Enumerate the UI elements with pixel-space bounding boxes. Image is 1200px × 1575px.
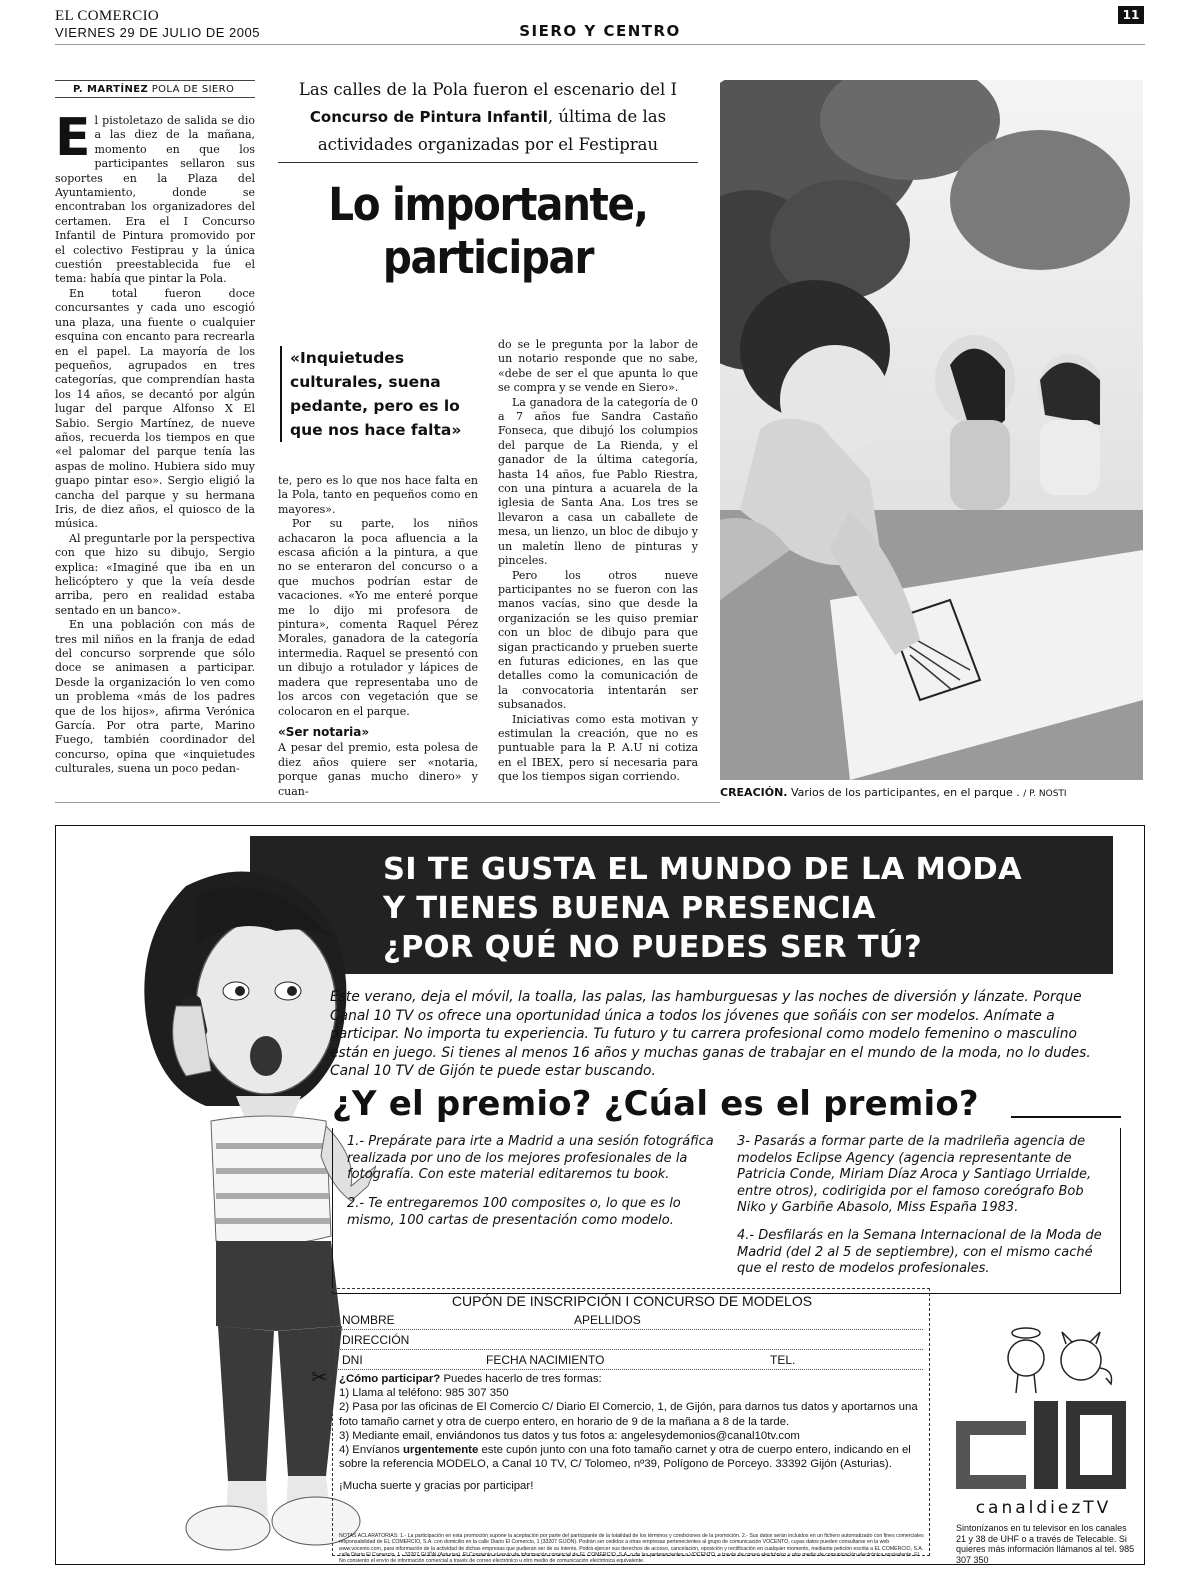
article-bottom-rule: [55, 802, 720, 803]
prize-item-1: 1.- Prepárate para irte a Madrid a una sesión fotográfica realizada por uno de los mejores profesionales de la fotografía. Con este material editaremos tu book.: [347, 1134, 714, 1183]
step-3: 3) Mediante email, enviándonos tus datos y tus fotos a: angelesydemonios@canal10tv.com: [339, 1429, 800, 1442]
byline: [55, 80, 255, 98]
step-4: 4) Envíanos urgentemente este cupón junto con una foto tamaño carnet y otra de cuerpo entero, indicando en el sobre la referencia MODELO, a Canal 10 TV, C/ Tolomeo, nº39, Polígono de Porceyo. 33392 Gijón (Asturias).: [339, 1444, 911, 1471]
paragraph: Por su parte, los niños achacaron la poca afluencia a la escasa afición a la pintura, a que no se enteraron del concurso o a que muchos podrían estar de vacaciones. «Yo me enteré porque me lo dijo mi profesora de pintura», comenta Raquel Pérez Morales, ganadora de la categoría intermedia. Raquel se presentó con un dibujo a rotulador y lápices de madera que representaba uno de los arcos con vegetación que se colocaron en el parque.: [278, 517, 478, 718]
nombre-label: NOMBRE: [342, 1313, 395, 1327]
byline-author: P. MARTÍNEZ: [73, 84, 149, 95]
step-1: 1) Llama al teléfono: 985 307 350: [339, 1387, 509, 1400]
good-luck-text: ¡Mucha suerte y gracias por participar!: [339, 1480, 534, 1493]
banner-line-2: Y TIENES BUENA PRESENCIA: [383, 891, 876, 926]
ad-banner: [250, 836, 1113, 974]
prize-heading: ¿Y el premio? ¿Cúal es el premio?: [332, 1084, 979, 1124]
registration-coupon: [311, 1288, 930, 1565]
paragraph: do se le pregunta por la labor de un notario responde que no sabe, «debe de ser el que apunta lo que se compra y se vende en Siero».: [498, 338, 698, 395]
canal-10-logo: [956, 1401, 1126, 1491]
advertisement: [55, 825, 1145, 1565]
article-headline: Lo importante, participar: [328, 178, 648, 284]
prize-box: [332, 1128, 1121, 1294]
article-column-1: [55, 108, 255, 777]
byline-place: POLA DE SIERO: [151, 84, 235, 95]
paragraph: En total fueron doce concursantes y cada uno escogió una plaza, una fuente o cualquier esquina con encanto para recrearla en el papel. La mayoría de los pequeños, agrupados en tres categorías, que comprendían hasta los 14 años, se decantó por algún lugar del parque Alfonso X El Sabio. Sergio Martínez, de nueve años, recuerda los tiempos en que «el palomar del parque tenía las aspas de molino. Hubiera sido muy guapo pintar eso». Sergio eligió la cancha del parque y su hermana Iris, de diez años, el quiosco de la música.: [55, 286, 255, 531]
caption-text: Varios de los participantes, en el parque .: [790, 786, 1020, 799]
scissors-icon: ✂: [311, 1367, 328, 1389]
id-date-phone-field[interactable]: [338, 1353, 923, 1370]
angel-devil-mascots-icon: [996, 1318, 1121, 1398]
photo-caption: [720, 786, 1143, 799]
section-title: SIERO Y CENTRO: [519, 22, 681, 40]
newspaper-name: EL COMERCIO: [55, 8, 159, 24]
paragraph: En una población con más de tres mil niños en la franja de edad del concurso sorprende que sólo doce se animasen a participar. Desde la organización lo ven como un problema «más de los padres que de los hijos», afirma Verónica García. Por otra parte, Marino Fuego, también coordinador del concurso, opina que «inquietudes culturales, suena un poco pedan-: [55, 618, 255, 776]
photo-credit: / P. NOSTI: [1023, 789, 1067, 799]
banner-line-3: ¿POR QUÉ NO PUEDES SER TÚ?: [383, 930, 922, 965]
drop-cap: E: [55, 108, 91, 168]
paragraph: A pesar del premio, esta polesa de diez años quiere ser «notaria, porque ganas mucho dinero» y cuan-: [278, 741, 478, 798]
prize-box-top-rule: [1011, 1116, 1121, 1118]
paragraph: Al preguntarle por la perspectiva con que hizo su dibujo, Sergio explica: «Imaginé que iba en un helicóptero y que la veía desde arriba, pero en realidad estaba sentado en un banco».: [55, 531, 255, 617]
paragraph: Pero los otros nueve participantes no se fueron con las manos vacías, sino que desde la organización se les quiso premiar con un bloc de dibujo para que sigan practicando y prueben suerte en futuras ediciones, en las que detalles como la comunicación de la convocatoria intentarán ser subsanados.: [498, 568, 698, 712]
paragraph: te, pero es lo que nos hace falta en la Pola, tanto en pequeños como en mayores».: [278, 474, 478, 516]
dni-label: DNI: [342, 1353, 363, 1367]
apellidos-label: APELLIDOS: [574, 1313, 641, 1327]
tv-channel-note: Sintonízanos en tu televisor en los canales 21 y 38 de UHF o a través de Telecable. Si quieres más información llámanos al tel. 985 307 350: [956, 1523, 1135, 1565]
logo-wordmark: canaldiezTV: [975, 1498, 1112, 1518]
prize-item-3: 3- Pasarás a formar parte de la madrileña agencia de modelos Eclipse Agency (agencia representante de Patricia Conde, Miriam Díaz Aroca y Santiago Urrialde, entre otros), codirigida por el famoso coreógrafo Bob Niko y Garbiñe Abasolo, Miss España 1983.: [737, 1134, 1092, 1216]
paragraph: El pistoletazo de salida se dio a las diez de la mañana, momento en que los participantes sellaron sus soportes en la Plaza del Ayuntamiento, donde se encontraban los organizadores del certamen. Era el I Concurso Infantil de Pintura promovido por el colectivo Festiprau y la única cuestión preestablecida fue el tema: había que pintar la Pola.: [55, 108, 255, 286]
prize-item-4: 4.- Desfilarás en la Semana Internacional de la Moda de Madrid (del 2 al 5 de septiembre), con el mismo caché que el resto de modelos profesionales.: [737, 1228, 1102, 1277]
address-field[interactable]: [338, 1333, 923, 1350]
paragraph: Iniciativas como esta motivan y estimulan la creación, que no es puntuable para la P. A.U ni cotiza en el IBEX, pero sí necesaria para que los tiempos sigan corriendo.: [498, 712, 698, 784]
issue-date: VIERNES 29 DE JULIO DE 2005: [55, 25, 260, 40]
article-deck: Las calles de la Pola fueron el escenario del I Concurso de Pintura Infantil, última de las actividades organizadas por el Festiprau: [278, 76, 698, 163]
article-column-2: [278, 474, 478, 799]
coupon-title: CUPÓN DE INSCRIPCIÓN I CONCURSO DE MODELOS: [451, 1293, 813, 1309]
article-column-3: [498, 338, 698, 785]
ad-body-text: Este verano, deja el móvil, la toalla, las palas, las hamburguesas y las noches de diversión y lánzate. Porque Canal 10 TV os ofrece una oportunidad única a todos los jóvenes que soñáis con ser modelos. Anímate a participar. No importa tu experiencia. Tu futuro y tu carrera profesional como modelo femenino o masculino están en juego. Si tienes al menos 16 años y muchas ganas de trabajar en el mundo de la moda, no lo dudes. Canal 10 TV de Gijón te puede estar buscando.: [330, 989, 1091, 1080]
pull-quote: «Inquietudes culturales, suena pedante, pero es lo que nos hace falta»: [280, 346, 475, 442]
howto-title: ¿Cómo participar?: [339, 1373, 441, 1385]
birthdate-label: FECHA NACIMIENTO: [486, 1353, 605, 1367]
name-field[interactable]: [338, 1313, 923, 1330]
caption-label: CREACIÓN.: [720, 786, 788, 799]
step-2: 2) Pasa por las oficinas de El Comercio C/ Diario El Comercio, 1, de Gijón, para darnos tus datos y aportarnos una foto tamaño carnet y otra de cuerpo entero, en horario de 9 de la mañana a 8 de la tarde.: [339, 1401, 918, 1428]
tel-label: TEL.: [770, 1353, 796, 1367]
page-number: 11: [1118, 6, 1144, 24]
children-painting-photo: [720, 80, 1143, 780]
legal-notes: NOTAS ACLARATORIAS: 1.- La participación en esta promoción supone la aceptación por parte del participante de la totalidad de los términos y condiciones de la promoción. 2.- Sus datos serán incluidos en un fichero automatizado con fines comerciales responsabilidad de EL COMERCIO, S.A. con domicilio en la calle Diario El Comercio, 1 (33207 GIJÓN). Podrán ser cedidos a otras empresas pertenecientes al grupo de comunicación VOCENTO, cuyas datos pueden consultarse en la web www.vocento.com, para información de la actividad de dichas empresas que pudieran ser de su interés. Podrá ejercer sus derechos de acceso, cancelación, oposición y rectificación en cualquier momento, mediante petición escrita a EL COMERCIO, S.A. calle Diario El Comercio, 1 - 33207 GIJÓN (Asturias). El Consiento el envío de información comercial de EL COMERCIO, S.A. o de las pertenecientes a VOCENTO, a través de correo electrónico u otro medio de comunicación electrónica equivalente. El No consiento el envío de información comercial a través de correo electrónico u otro medio de comunicación electrónica equivalente.: [339, 1533, 924, 1565]
banner-line-1: SI TE GUSTA EL MUNDO DE LA MODA: [383, 852, 1022, 887]
article-photo: [720, 80, 1143, 780]
prize-item-2: 2.- Te entregaremos 100 composites o, lo que es lo mismo, 100 cartas de presentación como modelo.: [347, 1196, 681, 1228]
subheading: «Ser notaria»: [278, 724, 370, 739]
direccion-label: DIRECCIÓN: [342, 1333, 410, 1347]
header-rule: [55, 44, 1145, 45]
deck-bold: Concurso de Pintura Infantil: [309, 108, 548, 126]
paragraph: La ganadora de la categoría de 0 a 7 años fue Sandra Castaño Fonseca, que dibujó los columpios del parque de La Rienda, y el ganador de la última categoría, hasta 14 años, fue Pablo Riestra, con una pintura a acuarela de la iglesia de Santa Ana. Los tres se llevaron a casa un caballete de mesa, un lienzo, un bloc de dibujo y un maletín lleno de pinturas y pinceles.: [498, 395, 698, 568]
how-to-participate: ¿Cómo participar? Puedes hacerlo de tres formas: 1) Llama al teléfono: 985 307 350 2) Pasa por las oficinas de El Comercio C/ Diario El Comercio, 1, de Gijón, para darnos tus datos y aportarnos una foto tamaño carnet y otra de cuerpo entero, en horario de 9 de la mañana a 8 de la tarde. 3) Mediante email, enviándonos tus datos y tus fotos a: angelesydemonios@canal10tv.com 4) Envíanos urgentemente este cupón junto con una foto tamaño carnet y otra de cuerpo entero, indicando en el sobre la referencia MODELO, a Canal 10 TV, C/ Tolomeo, nº39, Polígono de Porceyo. 33392 Gijón (Asturias). ¡Mucha suerte y gracias por participar!: [339, 1372, 929, 1494]
